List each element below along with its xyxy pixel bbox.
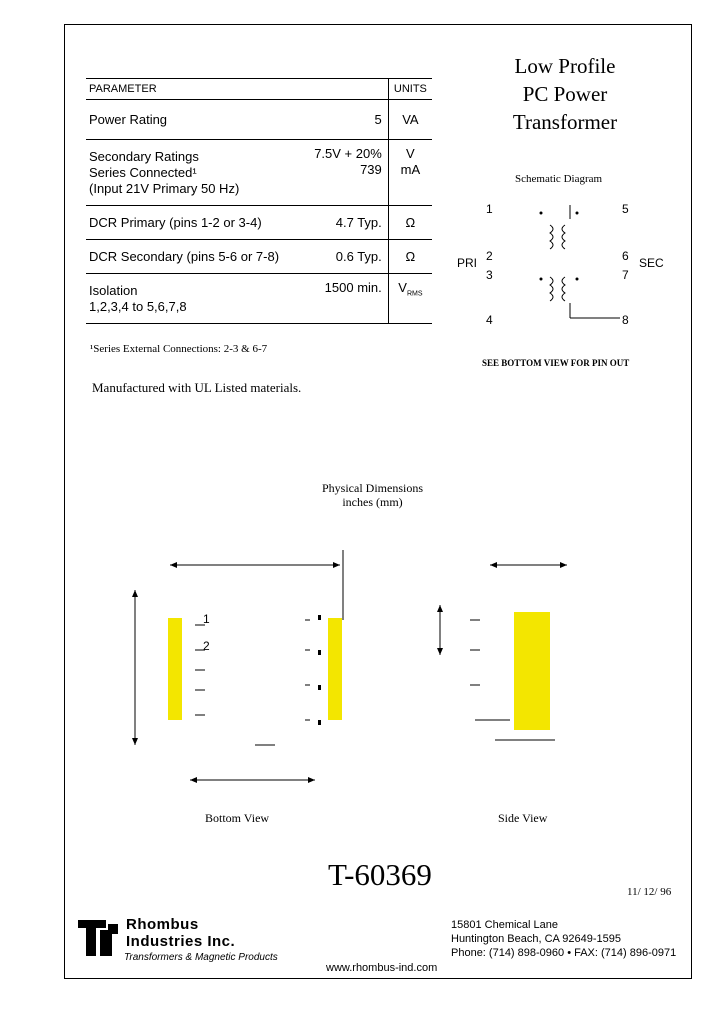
value-cell: 5 <box>303 100 388 140</box>
bottom-pin-2: 2 <box>203 639 210 653</box>
company-name: Rhombus Industries Inc. <box>126 916 236 950</box>
rhombus-logo-icon <box>78 918 122 958</box>
unit-v: V <box>398 280 407 295</box>
param-line: (Input 21V Primary 50 Hz) <box>89 180 240 196</box>
sec-label: SEC <box>639 256 664 270</box>
pin-5: 5 <box>622 202 629 216</box>
value-cell: 4.7 Typ. <box>303 206 388 240</box>
pin-2: 2 <box>486 249 493 263</box>
spec-row-secondary <box>86 140 432 206</box>
unit-cell: VA <box>388 100 432 140</box>
spec-row-power <box>86 100 432 140</box>
spec-row-dcr-primary <box>86 206 432 240</box>
param-line: Secondary Ratings <box>89 148 199 164</box>
value-cell: 0.6 Typ. <box>303 240 388 274</box>
footnote: ¹Series External Connections: 2-3 & 6-7 <box>90 343 268 355</box>
unit-line: V <box>406 146 415 161</box>
pin-8: 8 <box>622 313 629 327</box>
schematic-title: Schematic Diagram <box>515 173 603 185</box>
bottom-view-label: Bottom View <box>205 811 270 825</box>
part-number: T-60369 <box>328 857 432 892</box>
pin-3: 3 <box>486 268 493 282</box>
core-bottom-right <box>328 618 342 720</box>
unit-cell: Ω <box>388 240 432 274</box>
param-cell: DCR Secondary (pins 5-6 or 7-8) <box>86 240 303 274</box>
header-parameter: PARAMETER <box>86 79 303 100</box>
core-bottom-left <box>168 618 182 720</box>
bottom-view-drawing <box>110 545 360 790</box>
param-line: 1,2,3,4 to 5,6,7,8 <box>89 298 187 314</box>
value-cell: 1500 min. <box>303 274 388 324</box>
bottom-pin-1: 1 <box>203 612 210 626</box>
side-view-label: Side View <box>498 811 548 825</box>
company-address: 15801 Chemical Lane Huntington Beach, CA 92649-1595 Phone: (714) 898-0960 • FAX: (714) 896-0971 <box>451 919 677 959</box>
spec-table <box>86 78 432 324</box>
pin-1: 1 <box>486 202 493 216</box>
company-tagline: Transformers & Magnetic Products <box>124 952 278 963</box>
param-cell: DCR Primary (pins 1-2 or 3-4) <box>86 206 303 240</box>
core-side <box>514 612 550 730</box>
value-line: 7.5V + 20% <box>314 146 382 161</box>
spec-row-dcr-secondary <box>86 240 432 274</box>
value-line: 739 <box>360 162 382 177</box>
unit-cell: Ω <box>388 206 432 240</box>
ul-note: Manufactured with UL Listed materials. <box>92 380 302 395</box>
unit-line: mA <box>400 162 421 177</box>
pin-6: 6 <box>622 249 629 263</box>
pin-4: 4 <box>486 313 493 327</box>
pri-label: PRI <box>457 256 478 270</box>
param-cell: Power Rating <box>86 100 303 140</box>
pin-7: 7 <box>622 268 629 282</box>
date: 11/ 12/ 96 <box>627 886 672 898</box>
dimensions-title: Physical Dimensions inches (mm) <box>322 481 423 509</box>
product-title: Low Profile PC Power Transformer <box>512 54 618 134</box>
unit-rms: RMS <box>406 290 423 298</box>
param-line: Isolation <box>89 282 138 298</box>
schematic-note: SEE BOTTOM VIEW FOR PIN OUT <box>482 358 630 368</box>
header-units: UNITS <box>388 79 432 100</box>
spec-row-isolation <box>86 274 432 324</box>
company-website[interactable]: www.rhombus-ind.com <box>326 962 438 974</box>
spec-header-row <box>86 79 432 100</box>
param-line: Series Connected¹ <box>89 164 197 180</box>
